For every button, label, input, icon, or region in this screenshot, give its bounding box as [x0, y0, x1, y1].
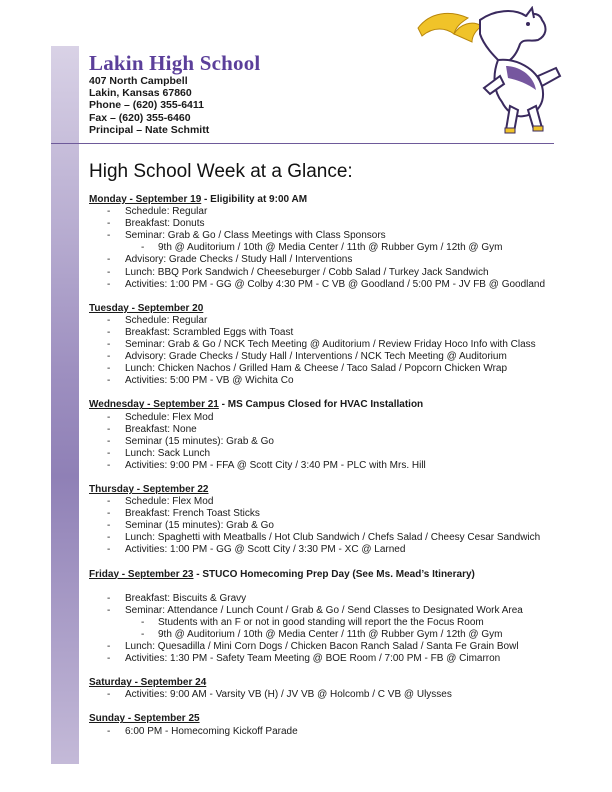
item-text: Schedule: Regular — [125, 314, 208, 326]
bullet-dash: - — [107, 447, 111, 459]
bullet-dash: - — [107, 254, 111, 266]
bullet-dash: - — [107, 278, 111, 290]
day-heading — [89, 399, 589, 411]
list-item — [89, 412, 589, 424]
day-separator: - — [201, 194, 211, 205]
bullet-dash: - — [107, 604, 111, 616]
list-item — [89, 496, 589, 508]
bullet-dash: - — [107, 641, 111, 653]
bullet-dash: - — [107, 339, 111, 351]
bullet-dash: - — [107, 592, 111, 604]
day-heading — [89, 484, 589, 496]
item-text: Activities: 9:00 AM - Varsity VB (H) / JV VB @ Holcomb / C VB @ Ulysses — [125, 689, 452, 701]
list-item — [89, 641, 589, 653]
day-block — [89, 713, 589, 737]
item-text: Breakfast: Donuts — [125, 218, 205, 230]
bullet-dash: - — [107, 532, 111, 544]
day-separator: - — [193, 568, 203, 580]
day-block — [89, 194, 589, 291]
bucking-horse-mascot-icon — [410, 6, 570, 136]
bullet-dash: - — [141, 616, 145, 628]
principal: Principal – Nate Schmitt — [89, 123, 210, 136]
day-date: Friday - September 23 — [89, 568, 194, 580]
list-item — [89, 593, 589, 605]
item-text: Breakfast: Biscuits & Gravy — [125, 592, 247, 604]
list-item — [89, 351, 589, 363]
contact-info — [89, 75, 209, 136]
list-item — [89, 605, 589, 617]
list-item — [89, 436, 589, 448]
list-item — [89, 339, 589, 351]
list-item — [89, 206, 589, 218]
list-item — [89, 375, 589, 387]
list-item — [89, 653, 589, 665]
sub-item-text: 9th @ Auditorium / 10th @ Media Center / 11th @ Rubber Gym / 12th @ Gym — [158, 242, 503, 254]
bullet-dash: - — [107, 725, 111, 737]
sub-list-item — [89, 242, 589, 254]
item-text: Activities: 1:00 PM - GG @ Scott City / 3:30 PM - XC @ Larned — [125, 544, 406, 556]
item-text: Activities: 1:00 PM - GG @ Colby 4:30 PM - C VB @ Goodland / 5:00 PM - JV FB @ Goodland — [125, 278, 546, 290]
item-text: Schedule: Flex Mod — [125, 411, 214, 423]
item-text: Breakfast: None — [125, 423, 197, 435]
bullet-dash: - — [107, 375, 111, 387]
item-text: Activities: 5:00 PM - VB @ Wichita Co — [125, 375, 294, 387]
schedule-list — [89, 194, 589, 750]
day-block — [89, 303, 589, 388]
sub-item-text: Students with an F or not in good standing will report the the Focus Room — [158, 616, 484, 628]
day-block — [89, 484, 589, 557]
bullet-dash: - — [107, 520, 111, 532]
sidebar-decoration — [51, 46, 79, 764]
bullet-dash: - — [107, 508, 111, 520]
item-text: Advisory: Grade Checks / Study Hall / Interventions — [125, 254, 353, 266]
sub-list-item — [89, 629, 589, 641]
day-heading — [89, 677, 589, 689]
item-text: Lunch: Sack Lunch — [125, 447, 211, 459]
item-text: 6:00 PM - Homecoming Kickoff Parade — [125, 725, 298, 737]
fax: Fax – (620) 355-6460 — [89, 111, 191, 124]
day-date: Saturday - September 24 — [89, 677, 207, 689]
bullet-dash: - — [107, 411, 111, 423]
list-item — [89, 532, 589, 544]
school-name: Lakin High School — [89, 51, 261, 75]
day-heading — [89, 303, 589, 315]
phone: Phone – (620) 355-6411 — [89, 99, 204, 112]
bullet-dash: - — [107, 206, 111, 218]
day-date: Monday - September 19 — [89, 194, 202, 205]
day-block — [89, 569, 589, 666]
bullet-dash: - — [107, 351, 111, 363]
list-item — [89, 460, 589, 472]
list-item — [89, 218, 589, 230]
item-text: Breakfast: Scrambled Eggs with Toast — [125, 326, 294, 338]
bullet-dash: - — [107, 314, 111, 326]
sub-list-item — [89, 617, 589, 629]
bullet-dash: - — [107, 326, 111, 338]
list-item — [89, 544, 589, 556]
header-divider — [51, 143, 554, 144]
item-text: Breakfast: French Toast Sticks — [125, 508, 260, 520]
bullet-dash: - — [107, 459, 111, 471]
bullet-dash: - — [107, 218, 111, 230]
list-item — [89, 689, 589, 701]
item-text: Lunch: Spaghetti with Meatballs / Hot Club Sandwich / Chefs Salad / Cheesy Cesar Sandwich — [125, 532, 541, 544]
item-text: Seminar: Grab & Go / Class Meetings with Class Sponsors — [125, 230, 386, 242]
bullet-dash: - — [107, 230, 111, 242]
list-item — [89, 230, 589, 242]
day-heading — [89, 569, 589, 581]
bullet-dash: - — [107, 423, 111, 435]
bullet-dash: - — [107, 653, 111, 665]
day-date: Sunday - September 25 — [89, 713, 200, 725]
item-text: Lunch: Quesadilla / Mini Corn Dogs / Chicken Bacon Ranch Salad / Santa Fe Grain Bowl — [125, 641, 519, 653]
list-item — [89, 315, 589, 327]
item-text: Lunch: BBQ Pork Sandwich / Cheeseburger / Cobb Salad / Turkey Jack Sandwich — [125, 266, 489, 278]
bullet-dash: - — [107, 435, 111, 447]
sub-item-text: 9th @ Auditorium / 10th @ Media Center / 11th @ Rubber Gym / 12th @ Gym — [158, 629, 503, 640]
day-note: Eligibility at 9:00 AM — [210, 194, 308, 205]
list-item — [89, 508, 589, 520]
day-date: Wednesday - September 21 — [89, 399, 219, 411]
day-heading — [89, 713, 589, 725]
day-note: MS Campus Closed for HVAC Installation — [227, 399, 424, 411]
item-text: Advisory: Grade Checks / Study Hall / Interventions / NCK Tech Meeting @ Auditorium — [125, 351, 507, 363]
bullet-dash: - — [107, 689, 111, 701]
item-text: Activities: 1:30 PM - Safety Team Meeting @ BOE Room / 7:00 PM - FB @ Cimarron — [125, 653, 501, 665]
address-line1: 407 North Campbell — [89, 75, 188, 87]
item-text: Seminar (15 minutes): Grab & Go — [125, 435, 274, 447]
item-text: Seminar: Grab & Go / NCK Tech Meeting @ Auditorium / Review Friday Hoco Info with Class — [125, 339, 536, 351]
item-text: Seminar (15 minutes): Grab & Go — [125, 520, 274, 532]
bullet-dash: - — [107, 363, 111, 375]
list-item — [89, 520, 589, 532]
day-note: STUCO Homecoming Prep Day (See Ms. Mead’s Itinerary) — [202, 568, 475, 580]
item-text: Seminar: Attendance / Lunch Count / Grab & Go / Send Classes to Designated Work Area — [125, 604, 523, 616]
item-text: Lunch: Chicken Nachos / Grilled Ham & Cheese / Taco Salad / Popcorn Chicken Wrap — [125, 363, 508, 375]
day-block — [89, 677, 589, 701]
bullet-dash: - — [141, 629, 145, 640]
item-text: Schedule: Regular — [125, 206, 208, 218]
page-title: High School Week at a Glance: — [89, 161, 353, 182]
list-item — [89, 327, 589, 339]
bullet-dash: - — [141, 242, 145, 254]
list-item — [89, 254, 589, 266]
list-item — [89, 424, 589, 436]
day-heading — [89, 194, 589, 206]
address-line2: Lakin, Kansas 67860 — [89, 87, 192, 100]
list-item — [89, 279, 589, 291]
list-item — [89, 726, 589, 738]
list-item — [89, 363, 589, 375]
list-item — [89, 448, 589, 460]
item-text: Schedule: Flex Mod — [125, 496, 214, 508]
day-separator: - — [218, 399, 228, 411]
bullet-dash: - — [107, 544, 111, 556]
list-item — [89, 267, 589, 279]
day-date: Thursday - September 22 — [89, 483, 209, 495]
item-text: Activities: 9:00 PM - FFA @ Scott City / 3:40 PM - PLC with Mrs. Hill — [125, 459, 426, 471]
bullet-dash: - — [107, 266, 111, 278]
day-date: Tuesday - September 20 — [89, 302, 204, 314]
day-block — [89, 399, 589, 472]
bullet-dash: - — [107, 496, 111, 508]
